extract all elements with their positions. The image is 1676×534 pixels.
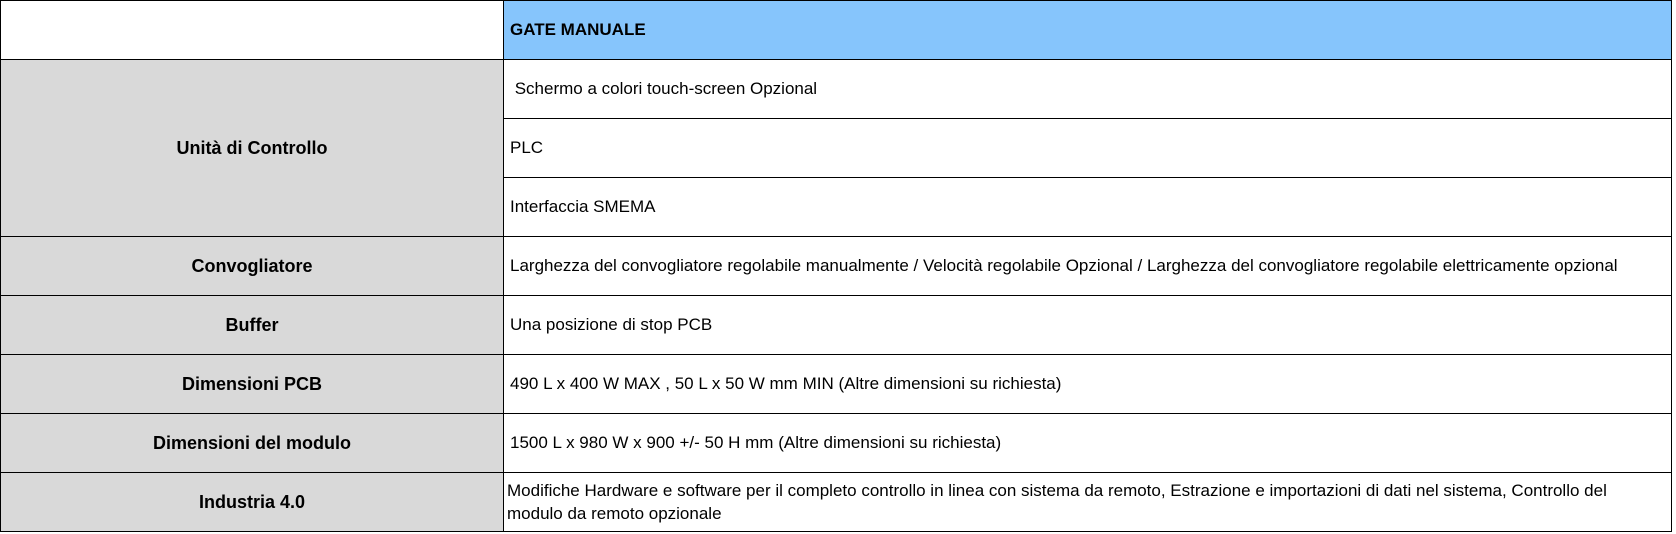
table-row: [1, 237, 1672, 296]
row-label-industria-4-0: Industria 4.0: [1, 473, 504, 532]
table-title: GATE MANUALE: [504, 1, 1672, 60]
table-row: [1, 60, 1672, 119]
row-label-buffer: Buffer: [1, 296, 504, 355]
row-value-dimensioni-pcb: 490 L x 400 W MAX , 50 L x 50 W mm MIN (Altre dimensioni su richiesta): [504, 355, 1672, 414]
row-value-touch-screen: Schermo a colori touch-screen Opzional: [504, 60, 1672, 119]
row-value-plc: PLC: [504, 119, 1672, 178]
table-row: [1, 355, 1672, 414]
row-value-dimensioni-modulo: 1500 L x 980 W x 900 +/- 50 H mm (Altre dimensioni su richiesta): [504, 414, 1672, 473]
row-value-convogliatore: Larghezza del convogliatore regolabile manualmente / Velocità regolabile Opzional / Larghezza del convogliatore regolabile elettricamente opzional: [504, 237, 1672, 296]
row-value-smema: Interfaccia SMEMA: [504, 178, 1672, 237]
table-row: [1, 296, 1672, 355]
table-row: [1, 473, 1672, 532]
row-label-dimensioni-pcb: Dimensioni PCB: [1, 355, 504, 414]
header-empty-cell: [1, 1, 504, 60]
row-label-dimensioni-modulo: Dimensioni del modulo: [1, 414, 504, 473]
table-header-row: [1, 1, 1672, 60]
row-label-unita-di-controllo: Unità di Controllo: [1, 60, 504, 237]
row-value-buffer: Una posizione di stop PCB: [504, 296, 1672, 355]
row-label-convogliatore: Convogliatore: [1, 237, 504, 296]
row-value-industria-4-0: Modifiche Hardware e software per il completo controllo in linea con sistema da remoto, Estrazione e importazioni di dati nel sistema, Controllo del modulo da remoto opzionale: [504, 473, 1672, 532]
table-row: [1, 414, 1672, 473]
